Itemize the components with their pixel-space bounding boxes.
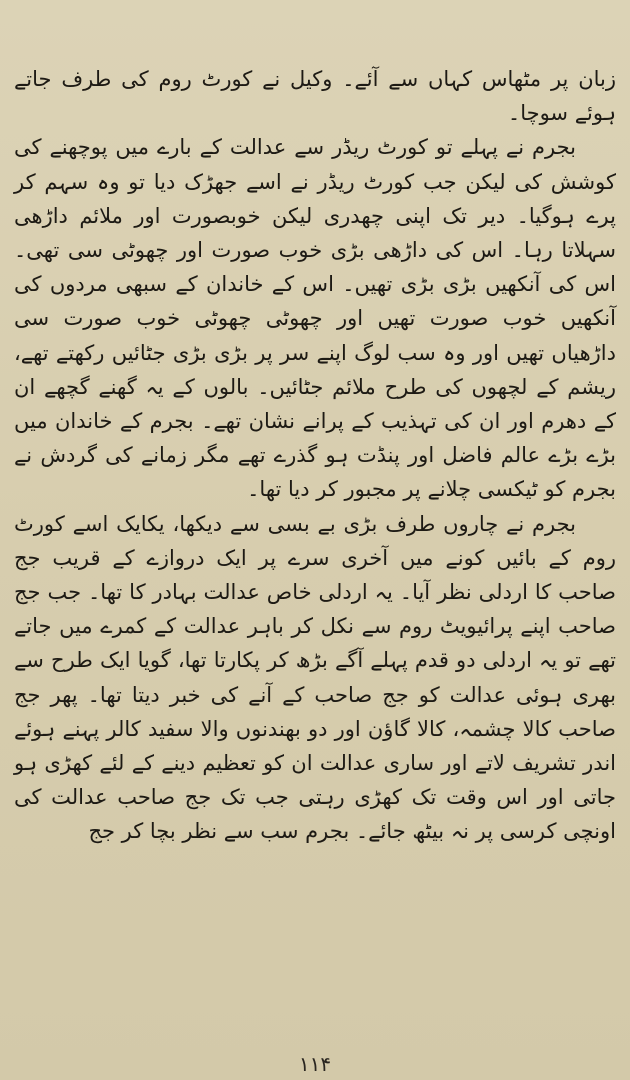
page-number: ۱۱۴ [298,1052,332,1076]
paragraph: بجرم نے پہلے تو کورٹ ریڈر سے عدالت کے بارے میں پوچھنے کی کوشش کی لیکن جب کورٹ ریڈر نے اسے جھڑک دیا تو وہ سہم کر پرے ہوگیا۔ دیر تک اپنی چھدری لیکن خوبصورت اور ملائم داڑھی سہلاتا رہا۔ اس کی داڑھی بڑی خوب صورت اور چھوٹی سی تھی۔ اس کی آنکھیں بڑی بڑی تھیں۔ اس کے خاندان کے سبھی مردوں کی آنکھیں خوب صورت تھیں اور چھوٹی چھوٹی خوب صورت سی داڑھیاں تھیں اور وہ سب لوگ اپنے سر پر بڑی بڑی جٹائیں رکھتے تھے، ریشم کے لچھوں کی طرح ملائم جٹائیں۔ بالوں کے یہ گھنے گچھے ان کے دھرم اور ان کی تہذیب کے پرانے نشان تھے۔ بجرم کے خاندان میں بڑے بڑے عالم فاضل اور پنڈت ہو گذرے تھے مگر زمانے کی گردش نے بجرم کو ٹیکسی چلانے پر مجبور کر دیا تھا۔ [14,135,616,502]
body-text [14,62,616,849]
paragraph: بجرم نے چاروں طرف بڑی بے بسی سے دیکھا، یکایک اسے کورٹ روم کے بائیں کونے میں آخری سرے پر ایک دروازے کے قریب جج صاحب کا اردلی نظر آیا۔ یہ اردلی خاص عدالت بہادر کا تھا۔ جب جج صاحب اپنے پرائیویٹ روم سے نکل کر باہر عدالت کے کمرے میں جاتے تھے تو یہ اردلی دو قدم پہلے آگے بڑھ کر پکارتا تھا، گویا ایک طرح سے بھری ہوئی عدالت کو جج صاحب کے آنے کی خبر دیتا تھا۔ پھر جج صاحب کالا چشمہ، کالا گاؤن اور دو بھندنوں والا سفید کالر پہنے ہوئے اندر تشریف لاتے اور ساری عدالت ان کو تعظیم دینے کے لئے کھڑی ہو جاتی اور اس وقت تک کھڑی رہتی جب تک جج صاحب عدالت کی اونچی کرسی پر نہ بیٹھ جائے۔ بجرم سب سے نظر بچا کر جج [14,511,616,844]
paragraph: زبان پر مٹھاس کہاں سے آئے۔ وکیل نے کورٹ روم کی طرف جاتے ہوئے سوچا۔ [14,67,616,126]
